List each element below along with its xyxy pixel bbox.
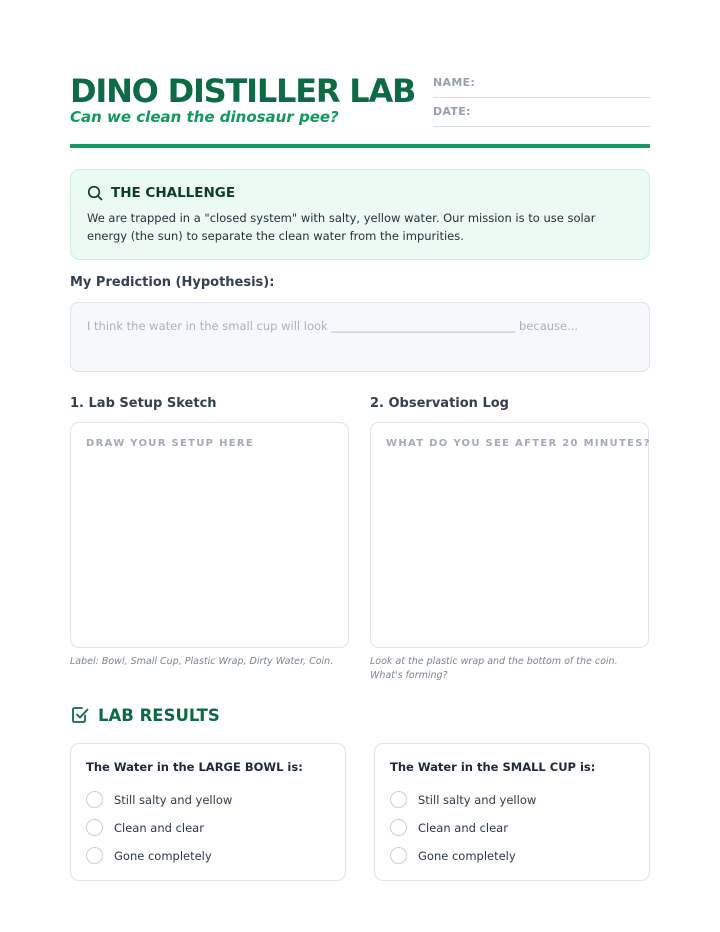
setup-sketch-caption: Label: Bowl, Small Cup, Plastic Wrap, Dirty Water, Coin.: [70, 656, 334, 667]
challenge-text: We are trapped in a "closed system" with salty, yellow water. Our mission is to use solar energy (the sun) to separate the clean water from the impurities.: [87, 211, 596, 243]
radio-button[interactable]: [86, 791, 103, 808]
radio-button[interactable]: [390, 791, 407, 808]
small-cup-card: [374, 743, 650, 881]
challenge-title: THE CHALLENGE: [111, 185, 236, 201]
date-label: DATE:: [433, 105, 471, 118]
worksheet-header: [70, 70, 650, 140]
header-divider: [70, 144, 650, 148]
radio-button[interactable]: [86, 847, 103, 864]
option-label: Clean and clear: [114, 820, 204, 835]
results-heading: [70, 705, 220, 725]
challenge-panel: [70, 169, 650, 260]
small-cup-option-salty[interactable]: [390, 791, 536, 808]
option-label: Still salty and yellow: [114, 792, 233, 807]
prediction-placeholder: I think the water in the small cup will look ________________________________ because...: [87, 319, 579, 333]
radio-button[interactable]: [390, 819, 407, 836]
small-cup-option-clean[interactable]: [390, 819, 508, 836]
option-label: Still salty and yellow: [418, 792, 537, 807]
observation-log-box[interactable]: [370, 422, 649, 648]
large-bowl-option-clean[interactable]: [86, 819, 204, 836]
name-field[interactable]: [433, 70, 650, 98]
setup-sketch-box[interactable]: [70, 422, 349, 648]
observation-log-caption: Look at the plastic wrap and the bottom of the coin. What's forming?: [370, 656, 618, 681]
checkbox-icon: [70, 705, 90, 725]
radio-button[interactable]: [390, 847, 407, 864]
challenge-heading: [87, 185, 235, 201]
setup-sketch-prompt: DRAW YOUR SETUP HERE: [86, 438, 255, 449]
prediction-input[interactable]: [70, 302, 650, 372]
large-bowl-question: The Water in the LARGE BOWL is:: [86, 760, 303, 774]
radio-button[interactable]: [86, 819, 103, 836]
results-title: LAB RESULTS: [98, 705, 220, 725]
setup-sketch-label: 1. Lab Setup Sketch: [70, 396, 217, 411]
large-bowl-card: [70, 743, 346, 881]
large-bowl-option-gone[interactable]: [86, 847, 212, 864]
search-icon: [87, 185, 103, 201]
name-label: NAME:: [433, 76, 476, 89]
option-label: Clean and clear: [418, 820, 508, 835]
page-subtitle: Can we clean the dinosaur pee?: [70, 108, 339, 126]
option-label: Gone completely: [418, 848, 516, 863]
small-cup-question: The Water in the SMALL CUP is:: [390, 760, 596, 774]
date-field[interactable]: [433, 99, 650, 127]
prediction-label: My Prediction (Hypothesis):: [70, 275, 275, 290]
large-bowl-option-salty[interactable]: [86, 791, 232, 808]
option-label: Gone completely: [114, 848, 212, 863]
observation-log-prompt: WHAT DO YOU SEE AFTER 20 MINUTES?: [386, 438, 651, 449]
page-title: DINO DISTILLER LAB: [70, 72, 416, 110]
small-cup-option-gone[interactable]: [390, 847, 516, 864]
observation-log-label: 2. Observation Log: [370, 396, 509, 411]
